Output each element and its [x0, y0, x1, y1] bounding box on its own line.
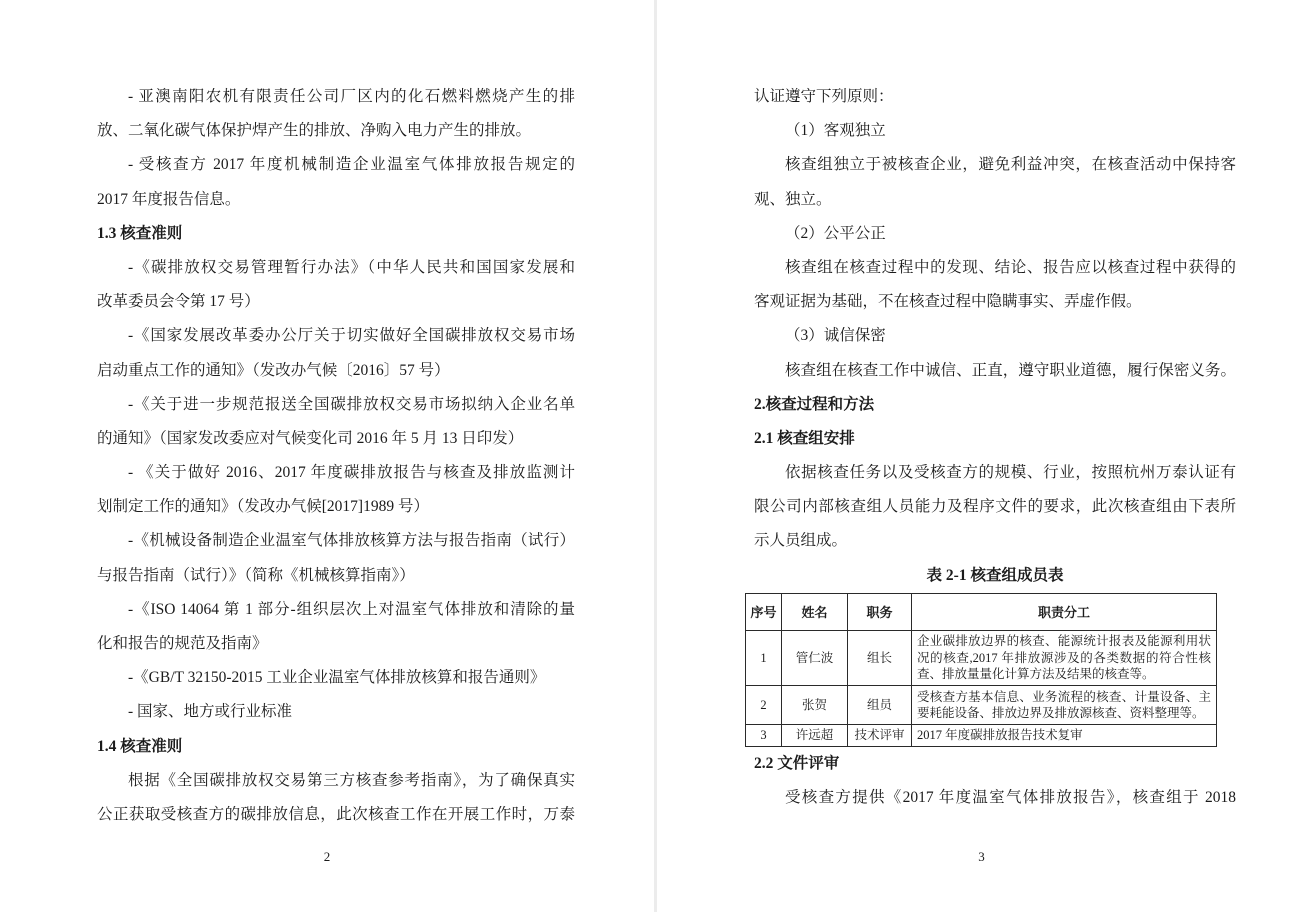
text-line: 核查组在核查过程中的发现、结论、报告应以核查过程中获得的	[785, 258, 1236, 276]
text-line: -《碳排放权交易管理暂行办法》（中华人民共和国国家发展和	[128, 258, 575, 276]
table-cell-role: 组长	[848, 630, 912, 685]
page-number: 2	[323, 849, 331, 864]
table-cell-duty: 受核查方基本信息、业务流程的核查、计量设备、主要耗能设备、排放边界及排放源核查、资料整理等。	[912, 686, 1217, 725]
text-line: 的通知》（国家发改委应对气候变化司 2016 年 5 月 13 日印发）	[97, 429, 524, 447]
text-line: （3）诚信保密	[785, 327, 886, 345]
table-row	[746, 686, 1217, 725]
table-cell-duty: 企业碳排放边界的核查、能源统计报表及能源利用状况的核查,2017 年排放源涉及的各类数据的符合性核查、排放量量化计算方法及结果的核查等。	[912, 630, 1217, 685]
table-header-cell: 职务	[848, 593, 912, 630]
document-page-right	[657, 0, 1306, 912]
text-line: 与报告指南（试行）》（简称《机械核算指南》）	[97, 566, 415, 584]
text-line: 1.3 核查准则	[97, 224, 183, 242]
text-line: 2.核查过程和方法	[754, 395, 875, 413]
text-column-right-top	[754, 80, 1236, 559]
text-line: - 亚澳南阳农机有限责任公司厂区内的化石燃料燃烧产生的排	[128, 88, 575, 105]
text-line: 认证遵守下列原则：	[754, 88, 894, 105]
text-line: -《GB/T 32150-2015 工业企业温室气体排放核算和报告通则》	[128, 669, 546, 687]
table-cell-name: 许远超	[782, 724, 848, 746]
text-line: 客观证据为基础，不在核查过程中隐瞒事实、弄虚作假。	[754, 293, 1142, 311]
text-line: 核查组在核查工作中诚信、正直，遵守职业道德，履行保密义务。	[785, 361, 1236, 379]
text-line: 改革委员会令第 17 号）	[97, 293, 260, 311]
text-line: - 国家、地方或行业标准	[128, 703, 293, 721]
text-line: 1.4 核查准则	[97, 737, 183, 755]
text-line: 2.1 核查组安排	[754, 429, 855, 447]
text-column-left	[97, 80, 575, 832]
text-line: -《ISO 14064 第 1 部分-组织层次上对温室气体排放和清除的量	[128, 600, 575, 618]
table-header-row	[746, 593, 1217, 630]
table-cell-name: 张贺	[782, 686, 848, 725]
text-line: - 受核查方 2017 年度机械制造企业温室气体排放报告规定的	[128, 156, 575, 174]
text-line: -《国家发展改革委办公厅关于切实做好全国碳排放权交易市场	[128, 327, 575, 345]
table-cell-duty: 2017 年度碳排放报告技术复审	[912, 724, 1217, 746]
text-column-right-bottom	[754, 747, 1236, 815]
text-line: 化和报告的规范及指南》	[97, 635, 268, 652]
table-header-cell: 职责分工	[912, 593, 1217, 630]
table-cell-no: 3	[746, 724, 782, 746]
table-header-cell: 姓名	[782, 593, 848, 630]
text-line: -《关于进一步规范报送全国碳排放权交易市场拟纳入企业名单	[128, 395, 575, 413]
table-cell-no: 1	[746, 630, 782, 685]
table-row	[746, 630, 1217, 685]
text-line: 2017 年度报告信息。	[97, 190, 241, 208]
text-line: 根据《全国碳排放权交易第三方核查参考指南》，为了确保真实	[128, 771, 575, 789]
text-line: 限公司内部核查组人员能力及程序文件的要求，此次核查组由下表所	[754, 498, 1236, 516]
table-row	[746, 724, 1217, 746]
text-line: - 《关于做好 2016、2017 年度碳排放报告与核查及排放监测计	[128, 464, 575, 482]
table-caption: 表 2-1 核查组成员表	[926, 566, 1064, 584]
text-line: 公正获取受核查方的碳排放信息，此次核查工作在开展工作时，万泰	[97, 805, 575, 823]
text-line: 启动重点工作的通知》（发改办气候〔2016〕57 号）	[97, 361, 450, 379]
verification-team-table	[745, 593, 1217, 747]
text-line: 依据核查任务以及受核查方的规模、行业，按照杭州万泰认证有	[785, 464, 1236, 482]
table-header-cell: 序号	[746, 593, 782, 630]
text-line: 2.2 文件评审	[754, 755, 840, 773]
text-line: 观、独立。	[754, 190, 832, 208]
table-cell-no: 2	[746, 686, 782, 725]
text-line: （1）客观独立	[785, 122, 886, 140]
table-cell-role: 组员	[848, 686, 912, 725]
text-line: 核查组独立于被核查企业，避免利益冲突，在核查活动中保持客	[785, 156, 1236, 174]
table-cell-role: 技术评审	[848, 724, 912, 746]
text-line: 示人员组成。	[754, 532, 848, 550]
text-line: 划制定工作的通知》（发改办气候[2017]1989 号）	[97, 498, 429, 516]
text-line: （2）公平公正	[785, 224, 886, 242]
text-line: 放、二氧化碳气体保护焊产生的排放、净购入电力产生的排放。	[97, 122, 532, 140]
text-line: 受核查方提供《2017 年度温室气体排放报告》，核查组于 2018	[785, 789, 1236, 807]
table-cell-name: 管仁波	[782, 630, 848, 685]
text-line: -《机械设备制造企业温室气体排放核算方法与报告指南（试行）	[128, 532, 575, 550]
page-number: 3	[978, 849, 985, 864]
